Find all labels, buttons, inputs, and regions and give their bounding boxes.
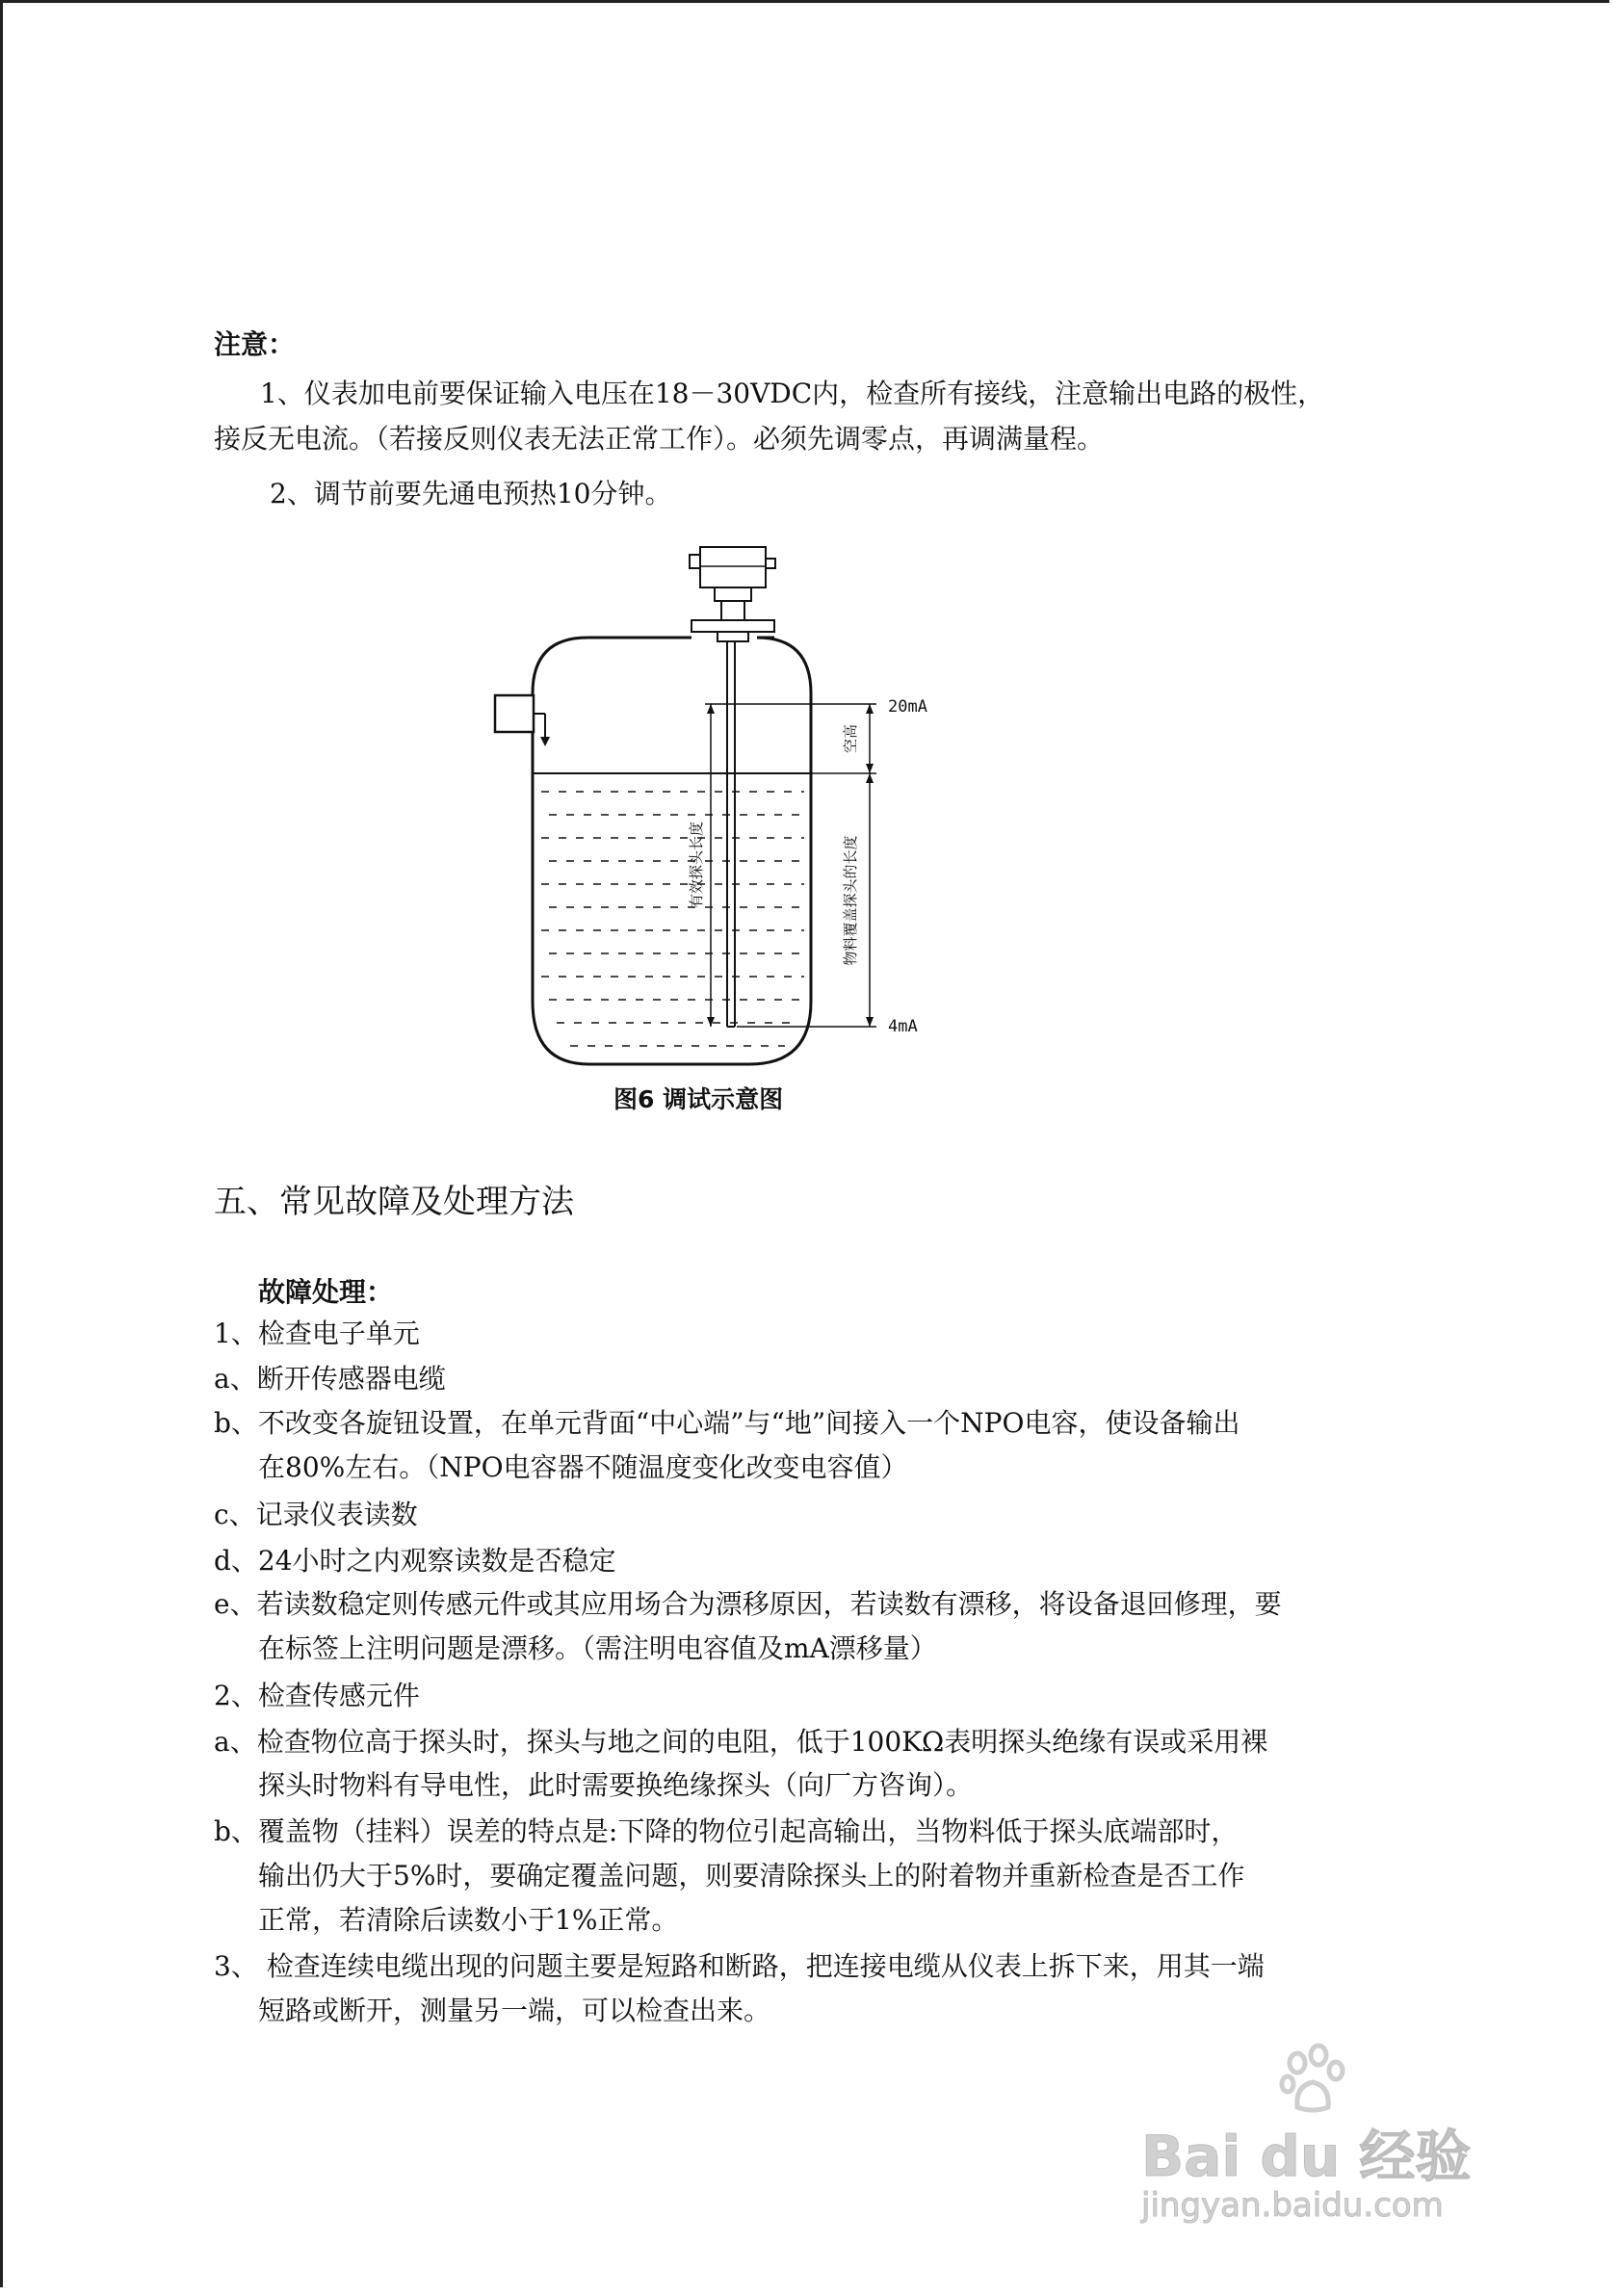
list-item: 正常，若清除后读数小于1%正常。 [258,1904,679,1936]
paw-icon [1276,2042,1353,2119]
list-item: 在80%左右。（NPO电容器不随温度变化改变电容值） [258,1451,908,1483]
list-item: 输出仍大于5%时，要确定覆盖问题，则要清除探头上的附着物并重新检查是否工作 [258,1860,1245,1892]
notice-title: 注意： [214,328,296,360]
list-item: c、记录仪表读数 [214,1499,418,1530]
list-item: 1、检查电子单元 [214,1318,420,1349]
list-item: 3、 检查连续电缆出现的问题主要是短路和断路，把连接电缆从仪表上拆下来，用其一端 [214,1950,1265,1982]
notice-item-1-line-2: 接反无电流。（若接反则仪表无法正常工作）。必须先调零点，再调满量程。 [214,423,1105,455]
watermark-brand: Bai du 经验 [1141,2124,1472,2189]
material-fill-pattern [541,792,804,1046]
notice-item-1-line-1: 1、仪表加电前要保证输入电压在18－30VDC内，检查所有接线，注意输出电路的极性， [260,378,1325,409]
calibration-diagram [482,535,1002,1093]
label-empty-height: 空高 [842,723,859,754]
list-item: a、断开传感器电缆 [214,1363,446,1395]
list-item: d、24小时之内观察读数是否稳定 [214,1545,616,1577]
list-item: 在标签上注明问题是漂移。（需注明电容值及mA漂移量） [258,1632,937,1664]
label-4ma: 4mA [888,1017,918,1036]
label-covered-length: 物料覆盖探头的长度 [842,835,859,966]
figure-caption: 图6 调试示意图 [613,1085,784,1113]
list-item: e、若读数稳定则传感元件或其应用场合为漂移原因，若读数有漂移，将设备退回修理，要 [214,1588,1282,1620]
notice-item-2: 2、调节前要先通电预热10分钟。 [270,478,672,509]
list-item: b、不改变各旋钮设置，在单元背面“中心端”与“地”间接入一个NPO电容，使设备输出 [214,1407,1240,1439]
list-item: a、检查物位高于探头时，探头与地之间的电阻，低于100KΩ表明探头绝缘有误或采用裸 [214,1726,1268,1758]
list-item: 短路或断开，测量另一端，可以检查出来。 [258,1995,771,2026]
section-subheading: 故障处理： [258,1276,394,1308]
label-20ma: 20mA [888,697,927,717]
list-item: b、覆盖物（挂料）误差的特点是:下降的物位引起高输出，当物料低于探头底端部时， [214,1815,1239,1847]
list-item: 探头时物料有导电性，此时需要换绝缘探头（向厂方咨询）。 [258,1769,974,1801]
label-effective-probe-length: 有效探头长度 [688,821,705,909]
watermark-url: jingyan.baidu.com [1141,2186,1444,2225]
list-item: 2、检查传感元件 [214,1680,420,1711]
section-heading: 五、常见故障及处理方法 [214,1183,574,1221]
watermark [1141,2042,1527,2234]
